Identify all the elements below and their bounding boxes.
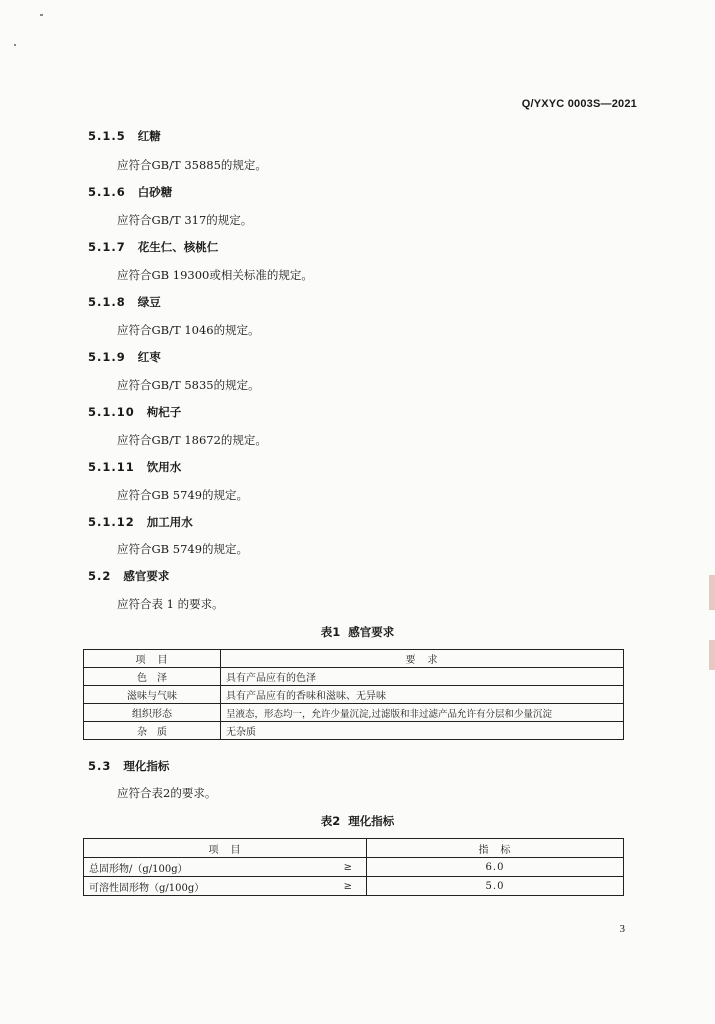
table-cell: 色 泽 bbox=[84, 668, 221, 686]
table-header-cell: 项 目 bbox=[84, 839, 367, 858]
section-number: 5.1.7 bbox=[88, 240, 126, 254]
edge-mark bbox=[709, 640, 715, 670]
section-title: 饮用水 bbox=[146, 460, 182, 474]
table-cell: 杂 质 bbox=[84, 722, 221, 740]
table-row bbox=[84, 722, 624, 740]
section-title: 加工用水 bbox=[146, 515, 193, 529]
section-heading bbox=[88, 459, 181, 475]
section-text: 应符合GB 19300或相关标准的规定。 bbox=[117, 268, 313, 282]
table-caption-title: 理化指标 bbox=[348, 814, 395, 828]
table-cell: 具有产品应有的香味和滋味、无异味 bbox=[221, 686, 624, 704]
section-heading bbox=[88, 568, 169, 584]
scan-speck bbox=[14, 44, 16, 46]
table-caption bbox=[0, 624, 715, 640]
table-cell: 可溶性固形物（g/100g） bbox=[84, 877, 325, 896]
table-caption-number: 表2 bbox=[320, 814, 341, 828]
table-header-row bbox=[84, 839, 624, 858]
table-cell-operator: ≥ bbox=[325, 858, 367, 877]
page-number: 3 bbox=[619, 923, 625, 935]
section-title: 白砂糖 bbox=[137, 185, 173, 199]
section-title: 红糖 bbox=[137, 129, 161, 143]
section-number: 5.1.5 bbox=[88, 129, 126, 143]
section-text: 应符合表2的要求。 bbox=[117, 786, 217, 800]
table-row bbox=[84, 858, 624, 877]
table-cell: 总固形物/（g/100g） bbox=[84, 858, 325, 877]
section-heading bbox=[88, 404, 181, 420]
section-title: 感官要求 bbox=[123, 569, 170, 583]
section-text: 应符合GB/T 1046的规定。 bbox=[117, 323, 260, 337]
table-cell: 具有产品应有的色泽 bbox=[221, 668, 624, 686]
section-heading bbox=[88, 239, 218, 255]
physicochemical-table bbox=[83, 838, 624, 896]
section-title: 理化指标 bbox=[123, 759, 170, 773]
section-number: 5.1.9 bbox=[88, 350, 126, 364]
table-cell-operator: ≥ bbox=[325, 877, 367, 896]
section-number: 5.1.10 bbox=[88, 405, 135, 419]
section-heading bbox=[88, 758, 169, 774]
section-heading bbox=[88, 514, 193, 530]
table-cell-value: 5.0 bbox=[367, 877, 624, 896]
section-number: 5.1.12 bbox=[88, 515, 135, 529]
section-text: 应符合GB/T 5835的规定。 bbox=[117, 378, 260, 392]
doc-code: Q/YXYC 0003S—2021 bbox=[521, 98, 637, 110]
section-number: 5.1.6 bbox=[88, 185, 126, 199]
table-row bbox=[84, 686, 624, 704]
section-title: 枸杞子 bbox=[146, 405, 182, 419]
table-cell-value: 6.0 bbox=[367, 858, 624, 877]
section-heading bbox=[88, 294, 161, 310]
table-header-cell: 指 标 bbox=[367, 839, 624, 858]
table-caption bbox=[0, 813, 715, 829]
section-text: 应符合GB/T 317的规定。 bbox=[117, 213, 253, 227]
section-heading bbox=[88, 349, 161, 365]
section-number: 5.1.8 bbox=[88, 295, 126, 309]
table-row bbox=[84, 668, 624, 686]
table-caption-number: 表1 bbox=[320, 625, 341, 639]
section-text: 应符合表 1 的要求。 bbox=[117, 597, 224, 611]
section-number: 5.2 bbox=[88, 569, 112, 583]
section-text: 应符合GB/T 35885的规定。 bbox=[117, 158, 267, 172]
table-header-cell: 要 求 bbox=[221, 650, 624, 668]
section-text: 应符合GB 5749的规定。 bbox=[117, 542, 249, 556]
scan-speck bbox=[40, 14, 43, 16]
section-title: 花生仁、核桃仁 bbox=[137, 240, 219, 254]
table-row bbox=[84, 877, 624, 896]
table-cell: 呈液态，形态均一，允许少量沉淀,过滤版和非过滤产品允许有分层和少量沉淀 bbox=[221, 704, 624, 722]
section-title: 绿豆 bbox=[137, 295, 161, 309]
edge-mark bbox=[709, 575, 715, 610]
table-cell: 组织形态 bbox=[84, 704, 221, 722]
table-header-cell: 项 目 bbox=[84, 650, 221, 668]
section-title: 红枣 bbox=[137, 350, 161, 364]
section-number: 5.3 bbox=[88, 759, 112, 773]
table-row bbox=[84, 704, 624, 722]
table-header-row bbox=[84, 650, 624, 668]
table-cell: 滋味与气味 bbox=[84, 686, 221, 704]
section-text: 应符合GB/T 18672的规定。 bbox=[117, 433, 267, 447]
sensory-requirements-table bbox=[83, 649, 624, 740]
table-caption-title: 感官要求 bbox=[348, 625, 395, 639]
table-cell: 无杂质 bbox=[221, 722, 624, 740]
section-text: 应符合GB 5749的规定。 bbox=[117, 488, 249, 502]
section-number: 5.1.11 bbox=[88, 460, 135, 474]
section-heading bbox=[88, 128, 161, 144]
section-heading bbox=[88, 184, 172, 200]
